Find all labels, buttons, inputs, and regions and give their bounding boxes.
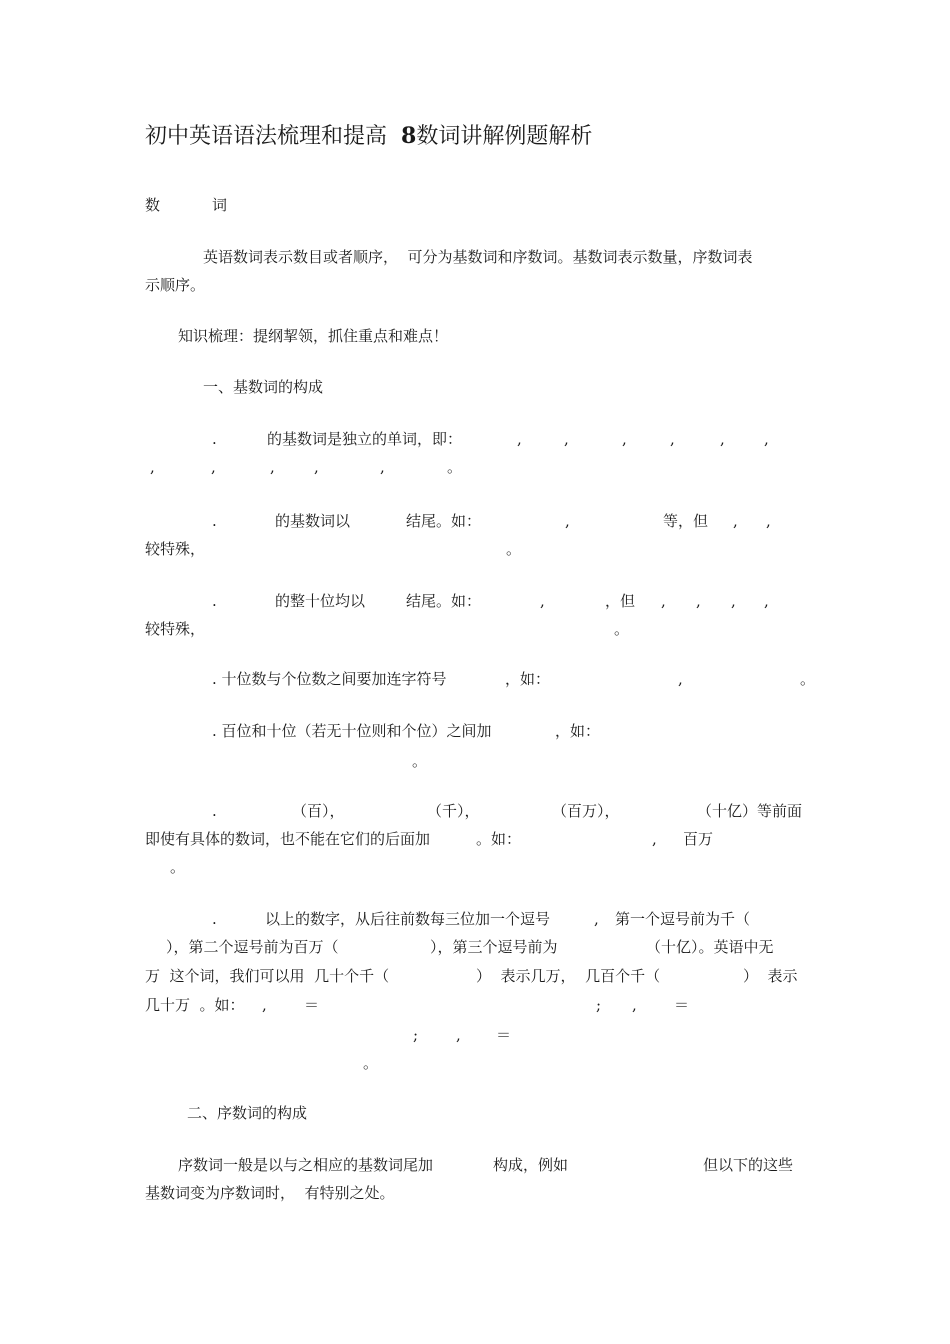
- r3-i: ,: [764, 592, 769, 610]
- r5-c: 。: [412, 752, 428, 770]
- r7-d: 第一个逗号前为千（: [615, 910, 751, 928]
- r7-m: ＝: [304, 996, 320, 1014]
- r1-c: ,: [517, 430, 522, 448]
- r4-b: ，如：: [505, 670, 551, 688]
- r6-b: （百），: [292, 802, 345, 820]
- r1-h: ,: [764, 430, 769, 448]
- ord-line1a: 序数词一般是以与之相应的基数词尾加: [178, 1156, 434, 1174]
- r7-q: ;: [413, 1026, 419, 1044]
- r3-g: ,: [696, 592, 701, 610]
- r3-b: 的整十位均以: [275, 592, 366, 610]
- r7-s: ＝: [496, 1026, 512, 1044]
- r3-dot: .: [212, 592, 217, 610]
- r6-f: 即使有具体的数词，也不能在它们的后面加: [145, 830, 431, 848]
- r4-a: . 十位数与个位数之间要加连字符号: [212, 670, 447, 688]
- page-title: 初中英语语法梳理和提高 8数词讲解例题解析: [145, 123, 593, 149]
- r4-d: 。: [800, 670, 816, 688]
- r2-i: 。: [506, 540, 522, 558]
- r3-h: ,: [731, 592, 736, 610]
- r4-c: ,: [678, 670, 683, 688]
- knowledge-summary: 知识梳理：提纲挈领，抓住重点和难点！: [178, 327, 449, 345]
- r1-d: ,: [564, 430, 569, 448]
- r1-m: ,: [380, 458, 385, 476]
- intro-line-1: 英语数词表示数目或者顺序， 可分为基数词和序数词。基数词表示数量，序数词表: [203, 248, 753, 266]
- r2-b: 的基数词以: [275, 512, 351, 530]
- ord-line1c: 但以下的这些: [703, 1156, 794, 1174]
- r2-c: 结尾。如：: [406, 512, 482, 530]
- r6-dot: .: [212, 802, 217, 820]
- r1-i: ,: [150, 458, 155, 476]
- r7-o: ,: [632, 996, 637, 1014]
- r7-g: （十亿）。英语中无: [646, 938, 774, 956]
- r6-d: （百万），: [552, 802, 620, 820]
- r1-l: ,: [314, 458, 319, 476]
- r1-g: ,: [720, 430, 725, 448]
- r7-dot: .: [212, 910, 217, 928]
- ord-line2: 基数词变为序数词时， 有特别之处。: [145, 1184, 395, 1202]
- r6-g: 。如：: [476, 830, 522, 848]
- r1-e: ,: [622, 430, 627, 448]
- r2-g: ,: [766, 512, 771, 530]
- r6-h: ,: [652, 830, 657, 848]
- r3-k: 。: [614, 620, 630, 638]
- r6-j: 。: [170, 858, 186, 876]
- r7-t: 。: [363, 1054, 379, 1072]
- r1-dot: .: [212, 430, 217, 448]
- r1-j: ,: [211, 458, 216, 476]
- r2-e: 等，但: [663, 512, 709, 530]
- r3-d: ,: [540, 592, 545, 610]
- r2-h: 较特殊，: [145, 540, 206, 558]
- r7-r: ,: [456, 1026, 461, 1044]
- r1-n: 。: [447, 458, 463, 476]
- r6-i: 百万: [683, 830, 714, 848]
- r1-f: ,: [670, 430, 675, 448]
- r7-e: ），第二个逗号前为百万（: [166, 938, 339, 956]
- r1-text: 的基数词是独立的单词，即：: [267, 430, 463, 448]
- intro-line-2: 示顺序。: [145, 276, 206, 294]
- r7-i: ） 表示几万， 几百个千（: [476, 967, 661, 985]
- r3-j: 较特殊，: [145, 620, 206, 638]
- r7-f: ），第三个逗号前为: [430, 938, 558, 956]
- r7-j: ） 表示: [743, 967, 798, 985]
- r7-n: ;: [596, 996, 602, 1014]
- r7-c: ,: [594, 910, 599, 928]
- r7-b: 以上的数字，从后往前数每三位加一个逗号: [265, 910, 551, 928]
- r5-a: . 百位和十位（若无十位则和个位）之间加: [212, 722, 492, 740]
- r7-h: 万 这个词，我们可以用 几十个千（: [145, 967, 390, 985]
- r3-c: 结尾。如：: [406, 592, 482, 610]
- section-label-a: 数: [145, 196, 161, 214]
- r2-dot: .: [212, 512, 217, 530]
- heading-ordinal: 二、序数词的构成: [187, 1104, 308, 1122]
- r7-l: ,: [262, 996, 267, 1014]
- r1-k: ,: [270, 458, 275, 476]
- section-label-b: 词: [212, 196, 228, 214]
- r7-k: 几十万 。如：: [145, 996, 245, 1014]
- heading-cardinal: 一、基数词的构成: [203, 378, 324, 396]
- title-number: 8: [401, 123, 417, 149]
- r2-f: ,: [733, 512, 738, 530]
- r3-f: ,: [661, 592, 666, 610]
- r6-c: （千），: [427, 802, 480, 820]
- r5-b: ，如：: [555, 722, 601, 740]
- r7-p: ＝: [674, 996, 690, 1014]
- r3-e: ，但: [605, 592, 636, 610]
- ord-line1b: 构成，例如: [493, 1156, 569, 1174]
- r2-d: ,: [565, 512, 570, 530]
- r6-e: （十亿）等前面: [697, 802, 803, 820]
